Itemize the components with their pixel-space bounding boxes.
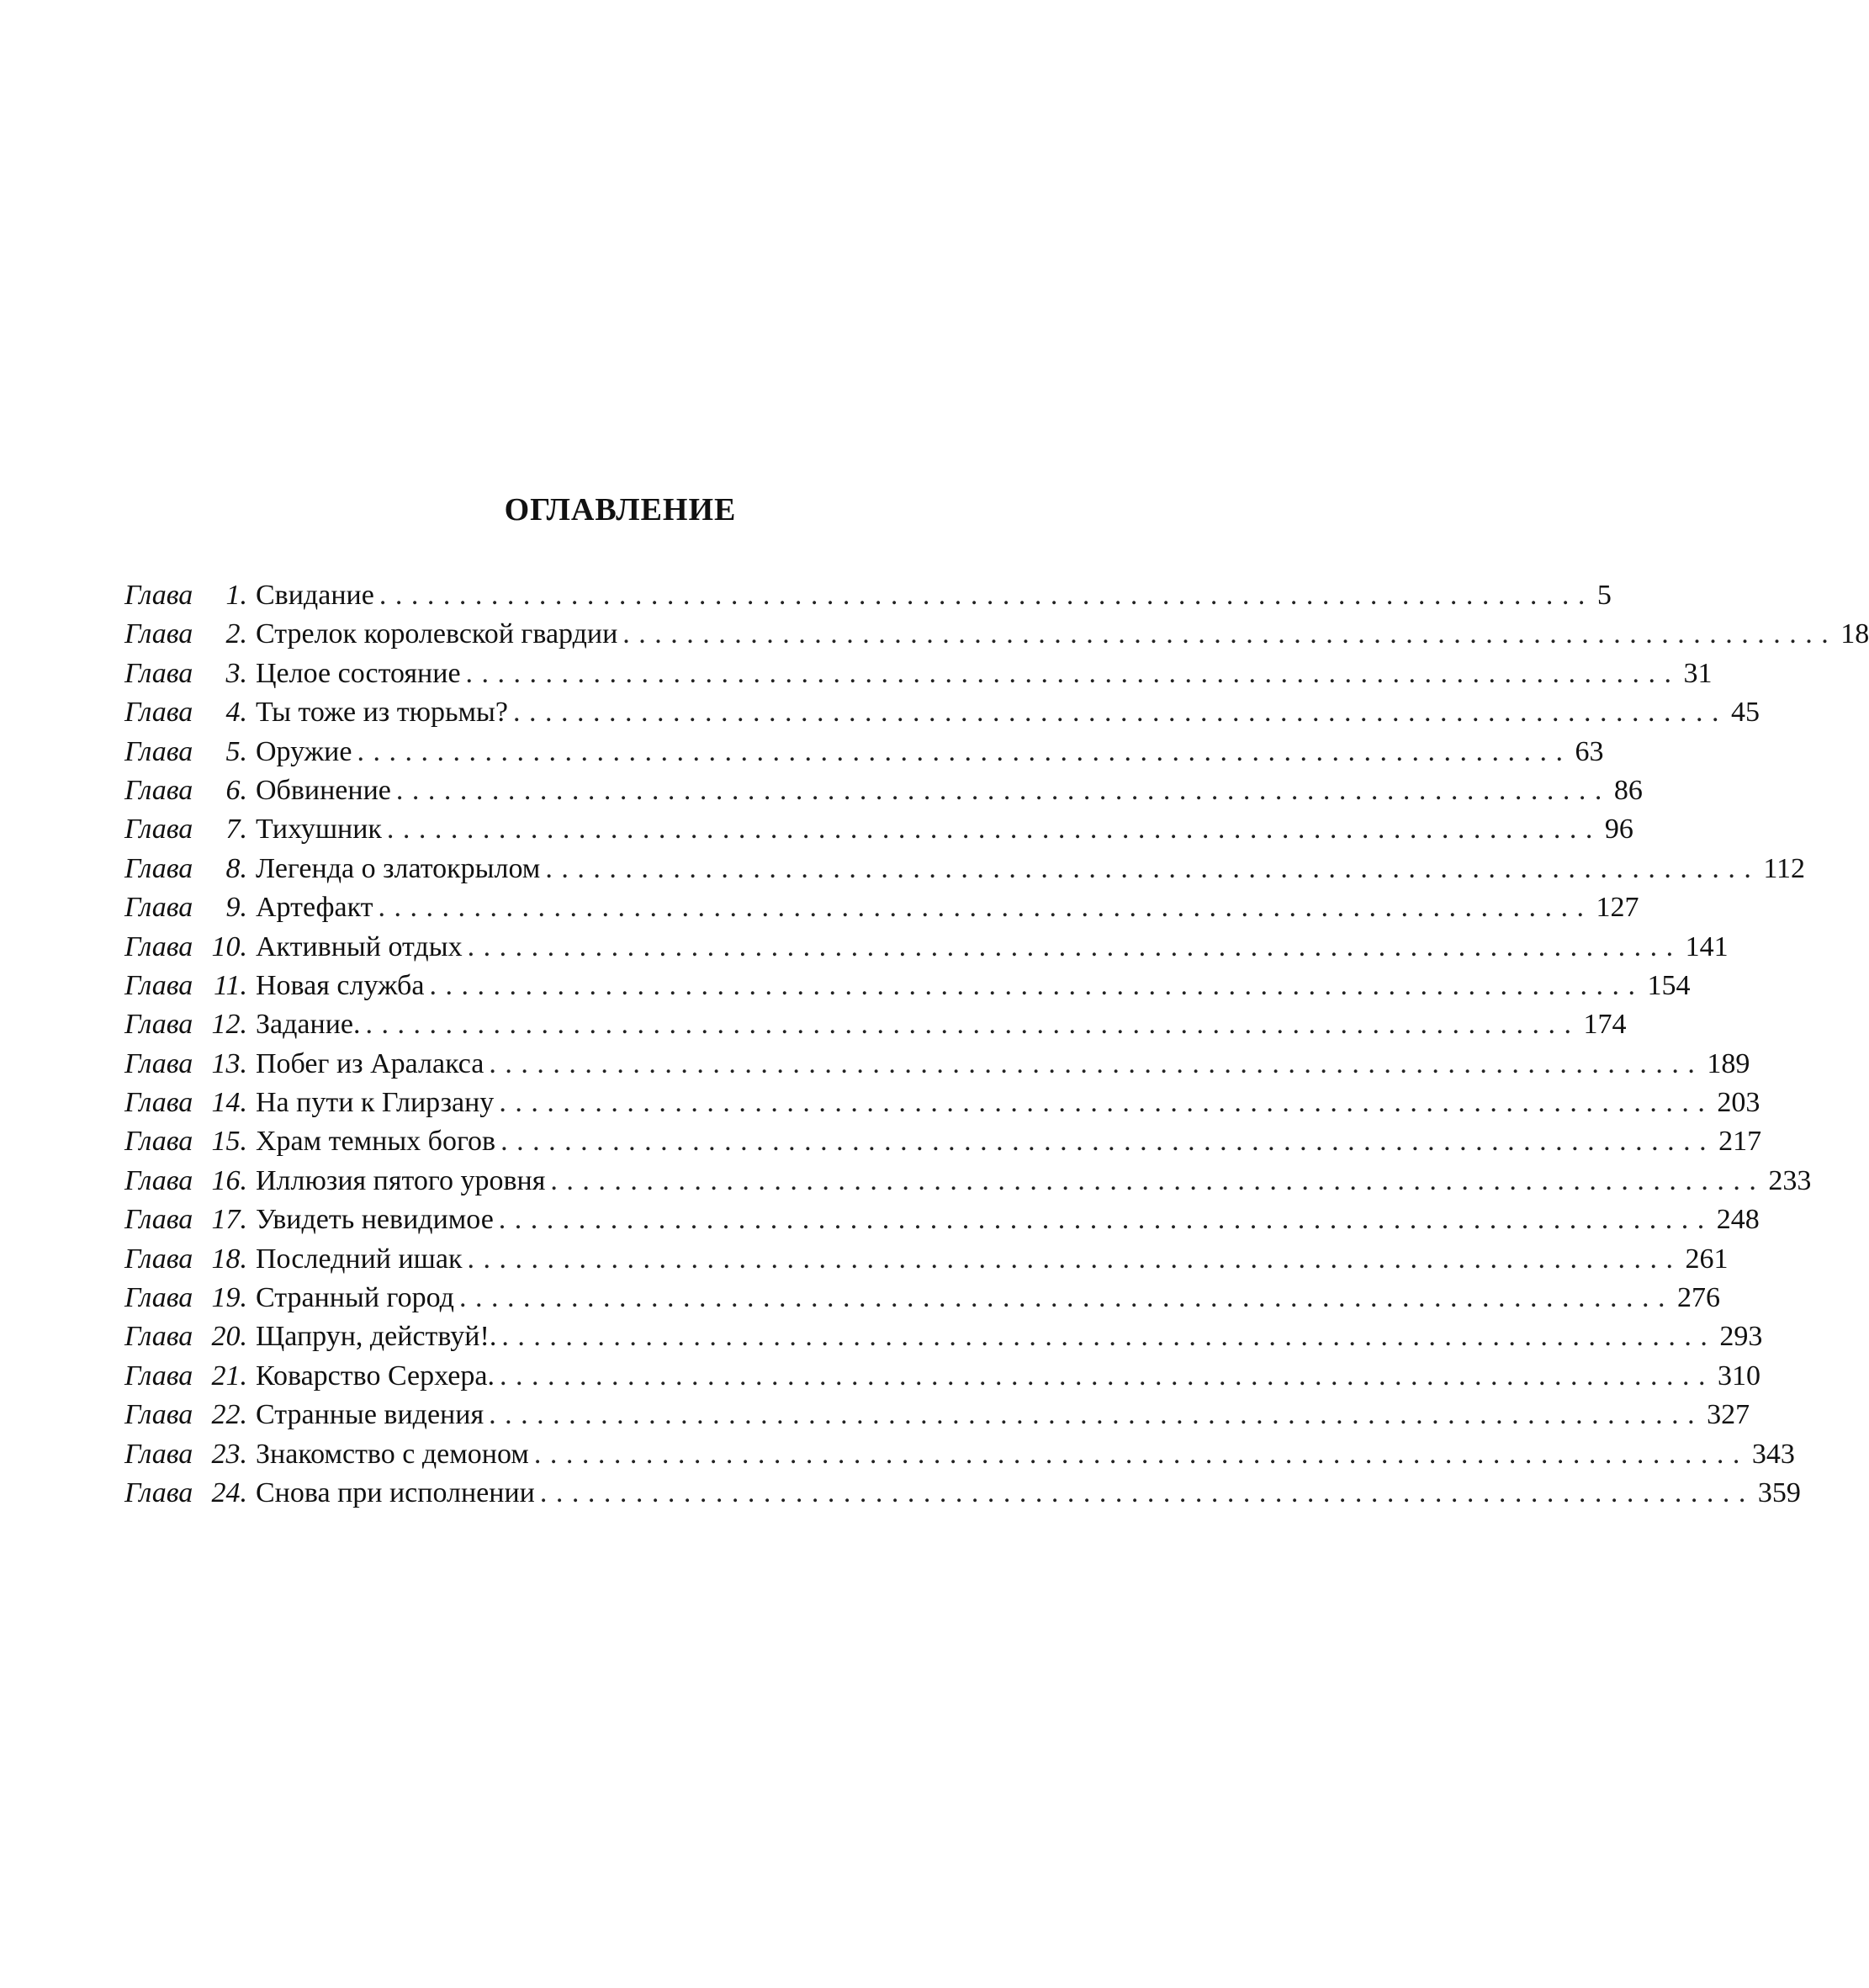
dot-leader: ............................................................................ bbox=[539, 1476, 1755, 1508]
chapter-title: Оружие bbox=[256, 735, 352, 767]
page-number: 112 bbox=[1763, 852, 1806, 884]
chapter-number: 15. bbox=[211, 1126, 247, 1158]
toc-entry[interactable] bbox=[124, 771, 1643, 810]
chapter-title: Обвинение bbox=[256, 774, 391, 806]
chapter-label: Глава bbox=[124, 774, 193, 806]
chapter-prefix bbox=[124, 1240, 247, 1279]
chapter-number: 19. bbox=[211, 1282, 247, 1314]
chapter-prefix bbox=[124, 733, 247, 771]
dot-leader: ............................................................................ bbox=[489, 1399, 1704, 1431]
dot-leader: ............................................................................ bbox=[500, 1126, 1716, 1158]
toc-entry[interactable] bbox=[124, 1084, 1760, 1122]
chapter-prefix bbox=[124, 1396, 247, 1434]
chapter-number: 5. bbox=[225, 735, 247, 767]
chapter-title: Последний ишак bbox=[256, 1243, 463, 1275]
chapter-label: Глава bbox=[124, 1282, 193, 1314]
toc-entry[interactable] bbox=[124, 1162, 1812, 1201]
chapter-prefix bbox=[124, 1005, 247, 1044]
chapter-number: 11. bbox=[214, 969, 247, 1001]
chapter-title: Тихушник bbox=[256, 814, 382, 846]
dot-leader: ............................................................................ bbox=[458, 1282, 1674, 1314]
chapter-label: Глава bbox=[124, 1047, 193, 1079]
dot-leader: ............................................................................ bbox=[386, 814, 1602, 846]
dot-leader: ............................................................................ bbox=[357, 735, 1572, 767]
chapter-label: Глава bbox=[124, 1438, 193, 1470]
page-number: 233 bbox=[1768, 1164, 1812, 1196]
toc-entry[interactable] bbox=[124, 615, 1869, 654]
chapter-label: Глава bbox=[124, 930, 193, 962]
page-number: 310 bbox=[1717, 1360, 1760, 1392]
dot-leader: ............................................................................ bbox=[533, 1438, 1749, 1470]
chapter-number: 24. bbox=[211, 1476, 247, 1508]
toc-entry[interactable] bbox=[124, 928, 1729, 967]
chapter-label: Глава bbox=[124, 1087, 193, 1119]
chapter-title: Стрелок королевской гвардии bbox=[256, 618, 618, 650]
page-number: 327 bbox=[1707, 1399, 1750, 1431]
chapter-label: Глава bbox=[124, 852, 193, 884]
chapter-number: 20. bbox=[211, 1321, 247, 1353]
dot-leader: ............................................................................ bbox=[550, 1164, 1766, 1196]
toc-entry[interactable] bbox=[124, 1279, 1720, 1317]
chapter-number: 1. bbox=[225, 580, 247, 611]
chapter-label: Глава bbox=[124, 1399, 193, 1431]
dot-leader: ............................................................................ bbox=[429, 969, 1644, 1001]
chapter-prefix bbox=[124, 967, 247, 1005]
chapter-prefix bbox=[124, 655, 247, 693]
chapter-prefix bbox=[124, 1084, 247, 1122]
chapter-prefix bbox=[124, 771, 247, 810]
chapter-title: Щапрун, действуй!. bbox=[256, 1321, 497, 1353]
page-number: 261 bbox=[1685, 1243, 1729, 1275]
chapter-label: Глава bbox=[124, 1476, 193, 1508]
chapter-label: Глава bbox=[124, 1009, 193, 1041]
chapter-prefix bbox=[124, 850, 247, 888]
chapter-title: Ты тоже из тюрьмы? bbox=[256, 697, 508, 729]
page-number: 5 bbox=[1596, 580, 1612, 611]
page-number: 31 bbox=[1683, 657, 1713, 689]
page-number: 174 bbox=[1583, 1009, 1627, 1041]
dot-leader: ............................................................................ bbox=[378, 892, 1593, 924]
chapter-number: 7. bbox=[225, 814, 247, 846]
chapter-title: Знакомство с демоном bbox=[256, 1438, 529, 1470]
chapter-label: Глава bbox=[124, 657, 193, 689]
page-number: 127 bbox=[1596, 892, 1639, 924]
chapter-title: Странный город bbox=[256, 1282, 454, 1314]
toc-entry[interactable] bbox=[124, 1396, 1750, 1434]
dot-leader: ............................................................................ bbox=[379, 580, 1594, 611]
dot-leader: ............................................................................ bbox=[499, 1087, 1714, 1119]
page-number: 217 bbox=[1718, 1126, 1762, 1158]
chapter-number: 4. bbox=[225, 697, 247, 729]
toc-entry[interactable] bbox=[124, 655, 1713, 693]
chapter-prefix bbox=[124, 1435, 247, 1474]
page-number: 203 bbox=[1717, 1087, 1760, 1119]
chapter-prefix bbox=[124, 888, 247, 927]
chapter-title: Новая служба bbox=[256, 969, 425, 1001]
toc-entry[interactable] bbox=[124, 888, 1639, 927]
chapter-number: 12. bbox=[211, 1009, 247, 1041]
chapter-prefix bbox=[124, 1122, 247, 1161]
page-number: 343 bbox=[1751, 1438, 1795, 1470]
chapter-title: Снова при исполнении bbox=[256, 1476, 535, 1508]
toc-entry[interactable] bbox=[124, 576, 1612, 615]
toc-entry[interactable] bbox=[124, 693, 1760, 732]
chapter-label: Глава bbox=[124, 1204, 193, 1236]
dot-leader: ............................................................................ bbox=[395, 774, 1611, 806]
dot-leader: ............................................................................ bbox=[498, 1204, 1713, 1236]
chapter-title: Коварство Серхера. bbox=[256, 1360, 495, 1392]
chapter-number: 13. bbox=[211, 1047, 247, 1079]
chapter-title: Храм темных богов bbox=[256, 1126, 496, 1158]
chapter-label: Глава bbox=[124, 969, 193, 1001]
chapter-prefix bbox=[124, 693, 247, 732]
chapter-title: Задание. bbox=[256, 1009, 361, 1041]
chapter-label: Глава bbox=[124, 618, 193, 650]
chapter-label: Глава bbox=[124, 814, 193, 846]
chapter-label: Глава bbox=[124, 1164, 193, 1196]
chapter-prefix bbox=[124, 1474, 247, 1513]
page-number: 63 bbox=[1575, 735, 1604, 767]
page-number: 293 bbox=[1719, 1321, 1763, 1353]
page-number: 86 bbox=[1613, 774, 1643, 806]
page-number: 154 bbox=[1647, 969, 1691, 1001]
dot-leader: ............................................................................ bbox=[512, 697, 1728, 729]
chapter-number: 21. bbox=[211, 1360, 247, 1392]
chapter-number: 16. bbox=[211, 1164, 247, 1196]
chapter-number: 6. bbox=[225, 774, 247, 806]
toc-entry[interactable] bbox=[124, 1474, 1801, 1513]
dot-leader: ............................................................................ bbox=[467, 1243, 1682, 1275]
chapter-title: Странные видения bbox=[256, 1399, 484, 1431]
toc-entry[interactable] bbox=[124, 810, 1633, 849]
chapter-label: Глава bbox=[124, 735, 193, 767]
dot-leader: ............................................................................ bbox=[465, 657, 1681, 689]
toc-entry[interactable] bbox=[124, 1240, 1729, 1279]
chapter-prefix bbox=[124, 1317, 247, 1356]
toc-entry[interactable] bbox=[124, 1005, 1627, 1044]
chapter-number: 14. bbox=[211, 1087, 247, 1119]
chapter-number: 23. bbox=[211, 1438, 247, 1470]
chapter-title: Легенда о златокрылом bbox=[256, 852, 541, 884]
dot-leader: ............................................................................ bbox=[489, 1047, 1704, 1079]
dot-leader: ............................................................................ bbox=[467, 930, 1682, 962]
chapter-label: Глава bbox=[124, 1126, 193, 1158]
page-number: 45 bbox=[1730, 697, 1760, 729]
chapter-title: Увидеть невидимое bbox=[256, 1204, 494, 1236]
page-number: 96 bbox=[1604, 814, 1633, 846]
toc-entry[interactable] bbox=[124, 1122, 1762, 1161]
chapter-title: Целое состояние bbox=[256, 657, 461, 689]
chapter-prefix bbox=[124, 1357, 247, 1396]
chapter-prefix bbox=[124, 1201, 247, 1239]
page-number: 189 bbox=[1707, 1047, 1750, 1079]
chapter-prefix bbox=[124, 1279, 247, 1317]
chapter-prefix bbox=[124, 810, 247, 849]
toc-entry[interactable] bbox=[124, 1435, 1795, 1474]
chapter-number: 3. bbox=[225, 657, 247, 689]
chapter-number: 10. bbox=[211, 930, 247, 962]
chapter-title: На пути к Глирзану bbox=[256, 1087, 495, 1119]
chapter-title: Активный отдых bbox=[256, 930, 463, 962]
toc-entry[interactable] bbox=[124, 1317, 1763, 1356]
chapter-number: 22. bbox=[211, 1399, 247, 1431]
toc-entry[interactable] bbox=[124, 967, 1691, 1005]
toc-entry[interactable] bbox=[124, 850, 1806, 888]
toc-entry[interactable] bbox=[124, 1357, 1760, 1396]
chapter-label: Глава bbox=[124, 1360, 193, 1392]
page-title: ОГЛАВЛЕНИЕ bbox=[504, 492, 737, 527]
toc-entry[interactable] bbox=[124, 1045, 1750, 1084]
page-number: 359 bbox=[1757, 1476, 1801, 1508]
chapter-number: 9. bbox=[225, 892, 247, 924]
chapter-prefix bbox=[124, 1045, 247, 1084]
chapter-prefix bbox=[124, 576, 247, 615]
chapter-prefix bbox=[124, 615, 247, 654]
dot-leader: ............................................................................ bbox=[622, 618, 1838, 650]
chapter-title: Побег из Аралакса bbox=[256, 1047, 484, 1079]
chapter-prefix bbox=[124, 928, 247, 967]
page-number: 18 bbox=[1840, 618, 1869, 650]
page-number: 141 bbox=[1685, 930, 1729, 962]
toc-entry[interactable] bbox=[124, 733, 1604, 771]
chapter-label: Глава bbox=[124, 697, 193, 729]
dot-leader: ............................................................................ bbox=[545, 852, 1760, 884]
dot-leader: ............................................................................ bbox=[499, 1360, 1714, 1392]
dot-leader: ............................................................................ bbox=[365, 1009, 1580, 1041]
page-number: 248 bbox=[1716, 1204, 1760, 1236]
chapter-number: 2. bbox=[225, 618, 247, 650]
chapter-number: 17. bbox=[211, 1204, 247, 1236]
chapter-title: Артефакт bbox=[256, 892, 373, 924]
chapter-label: Глава bbox=[124, 892, 193, 924]
toc-entry[interactable] bbox=[124, 1201, 1760, 1239]
chapter-label: Глава bbox=[124, 580, 193, 611]
chapter-label: Глава bbox=[124, 1243, 193, 1275]
chapter-title: Свидание bbox=[256, 580, 374, 611]
chapter-prefix bbox=[124, 1162, 247, 1201]
chapter-number: 18. bbox=[211, 1243, 247, 1275]
table-of-contents bbox=[124, 576, 1869, 1513]
chapter-label: Глава bbox=[124, 1321, 193, 1353]
dot-leader: ............................................................................ bbox=[501, 1321, 1717, 1353]
page-number: 276 bbox=[1676, 1282, 1720, 1314]
chapter-title: Иллюзия пятого уровня bbox=[256, 1164, 546, 1196]
chapter-number: 8. bbox=[225, 852, 247, 884]
